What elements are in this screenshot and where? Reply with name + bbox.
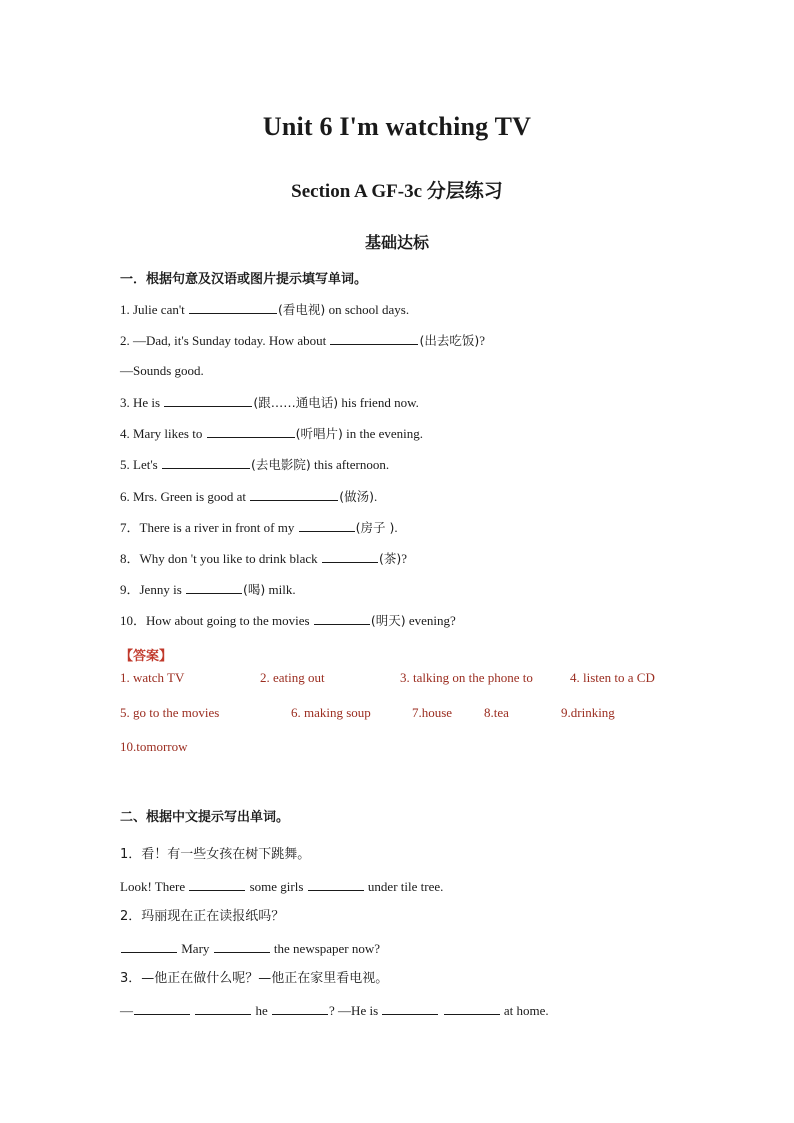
answer-label: 【答案】 [120, 649, 173, 664]
answer-blank[interactable] [189, 300, 277, 314]
question-6 [120, 487, 377, 506]
p2q3-text-d: at home. [500, 1003, 549, 1018]
question-2 [120, 331, 485, 350]
q5-hint: (去电影院) [250, 457, 311, 472]
answer-blank[interactable] [207, 424, 295, 438]
question-3 [120, 393, 419, 412]
p2q2-text-a: Mary [178, 941, 213, 956]
answer-blank[interactable] [444, 1001, 500, 1015]
answer-blank[interactable] [322, 549, 378, 563]
answer-blank[interactable] [162, 455, 250, 469]
part2-q3-chinese: 3．—他正在做什么呢？—他正在家里看电视。 [120, 971, 389, 986]
answer-blank[interactable] [250, 487, 338, 501]
part2-q2-chinese: 2．玛丽现在正在读报纸吗？ [120, 909, 285, 924]
question-4 [120, 424, 423, 443]
answer-item: 8.tea [484, 705, 509, 720]
q5-text-a: 5. Let's [120, 457, 161, 472]
answer-blank[interactable] [299, 518, 355, 532]
q10-text-a: 10．How about going to the movies [120, 613, 313, 628]
part2-q1-chinese: 1．看！有一些女孩在树下跳舞。 [120, 847, 311, 862]
p2q3-text-c: ? —He is [329, 1003, 382, 1018]
q6-hint: (做汤) [339, 489, 375, 504]
q7-hint: (房子 ) [355, 520, 395, 535]
q6-text-b: . [374, 489, 378, 504]
q4-text-b: in the evening. [342, 426, 423, 441]
question-5 [120, 455, 389, 474]
question-2-reply: —Sounds good. [120, 363, 204, 378]
q4-text-a: 4. Mary likes to [120, 426, 206, 441]
p2q3-text-a: — [120, 1003, 133, 1018]
answer-blank[interactable] [164, 393, 252, 407]
q2-text-a: 2. —Dad, it's Sunday today. How about [120, 333, 330, 348]
q3-hint: (跟……通电话) [253, 395, 339, 410]
question-8 [120, 549, 407, 568]
answer-item: 9.drinking [561, 705, 615, 720]
part2-heading: 二、根据中文提示写出单词。 [120, 810, 290, 825]
page-title: Unit 6 I'm watching TV [262, 112, 532, 141]
p2q1-text-c: under tile tree. [364, 879, 444, 894]
question-9 [120, 580, 296, 599]
part1-heading: 一．根据句意及汉语或图片提示填写单词。 [120, 272, 368, 287]
answer-item: 7.house [412, 705, 453, 720]
answer-blank[interactable] [189, 877, 245, 891]
answer-item: 3. talking on the phone to [400, 670, 533, 685]
q9-hint: (喝) [243, 582, 266, 597]
q7-text-b: . [394, 520, 398, 535]
answer-item: 5. go to the movies [120, 705, 220, 720]
q10-text-b: evening? [405, 613, 456, 628]
answer-blank[interactable] [382, 1001, 438, 1015]
part2-question-3 [120, 1001, 549, 1020]
q9-text-b: milk. [265, 582, 296, 597]
answer-blank[interactable] [308, 877, 364, 891]
p2q1-text-a: Look! There [120, 879, 189, 894]
answer-item: 2. eating out [260, 670, 325, 685]
q3-text-a: 3. He is [120, 395, 164, 410]
part2-question-2 [120, 939, 380, 958]
q4-hint: (听唱片) [295, 426, 343, 441]
answer-blank[interactable] [121, 939, 177, 953]
q5-text-b: this afternoon. [310, 457, 390, 472]
p2q1-text-b: some girls [246, 879, 307, 894]
answer-item: 4. listen to a CD [570, 670, 655, 685]
q6-text-a: 6. Mrs. Green is good at [120, 489, 250, 504]
p2q2-text-b: the newspaper now? [270, 941, 381, 956]
q1-text-b: on school days. [325, 302, 410, 317]
answer-item: 1. watch TV [120, 670, 185, 685]
answer-blank[interactable] [272, 1001, 328, 1015]
question-10 [120, 611, 456, 630]
section-subtitle: Section A GF-3c 分层练习 [291, 181, 503, 202]
q9-text-a: 9．Jenny is [120, 582, 186, 597]
p2q3-text-b: he [252, 1003, 272, 1018]
q1-text-a: 1. Julie can't [120, 302, 189, 317]
q2-hint: (出去吃饭) [419, 333, 480, 348]
answer-blank[interactable] [214, 939, 270, 953]
answer-blank[interactable] [134, 1001, 190, 1015]
q1-hint: (看电视) [278, 302, 326, 317]
answer-blank[interactable] [195, 1001, 251, 1015]
level-heading: 基础达标 [364, 233, 429, 252]
answer-blank[interactable] [186, 580, 242, 594]
question-1 [120, 300, 409, 319]
part2-question-1 [120, 877, 443, 896]
q3-text-b: his friend now. [338, 395, 419, 410]
answer-blank[interactable] [314, 611, 370, 625]
q2-text-b: ? [479, 333, 486, 348]
q8-text-a: 8．Why don 't you like to drink black [120, 551, 321, 566]
answer-item: 6. making soup [291, 705, 371, 720]
q10-hint: (明天) [370, 613, 406, 628]
q7-text-a: 7．There is a river in front of my [120, 520, 298, 535]
q8-hint: (茶) [378, 551, 402, 566]
answer-item: 10.tomorrow [120, 739, 188, 754]
question-7 [120, 518, 398, 537]
q8-text-b: ? [401, 551, 407, 566]
answer-blank[interactable] [330, 331, 418, 345]
